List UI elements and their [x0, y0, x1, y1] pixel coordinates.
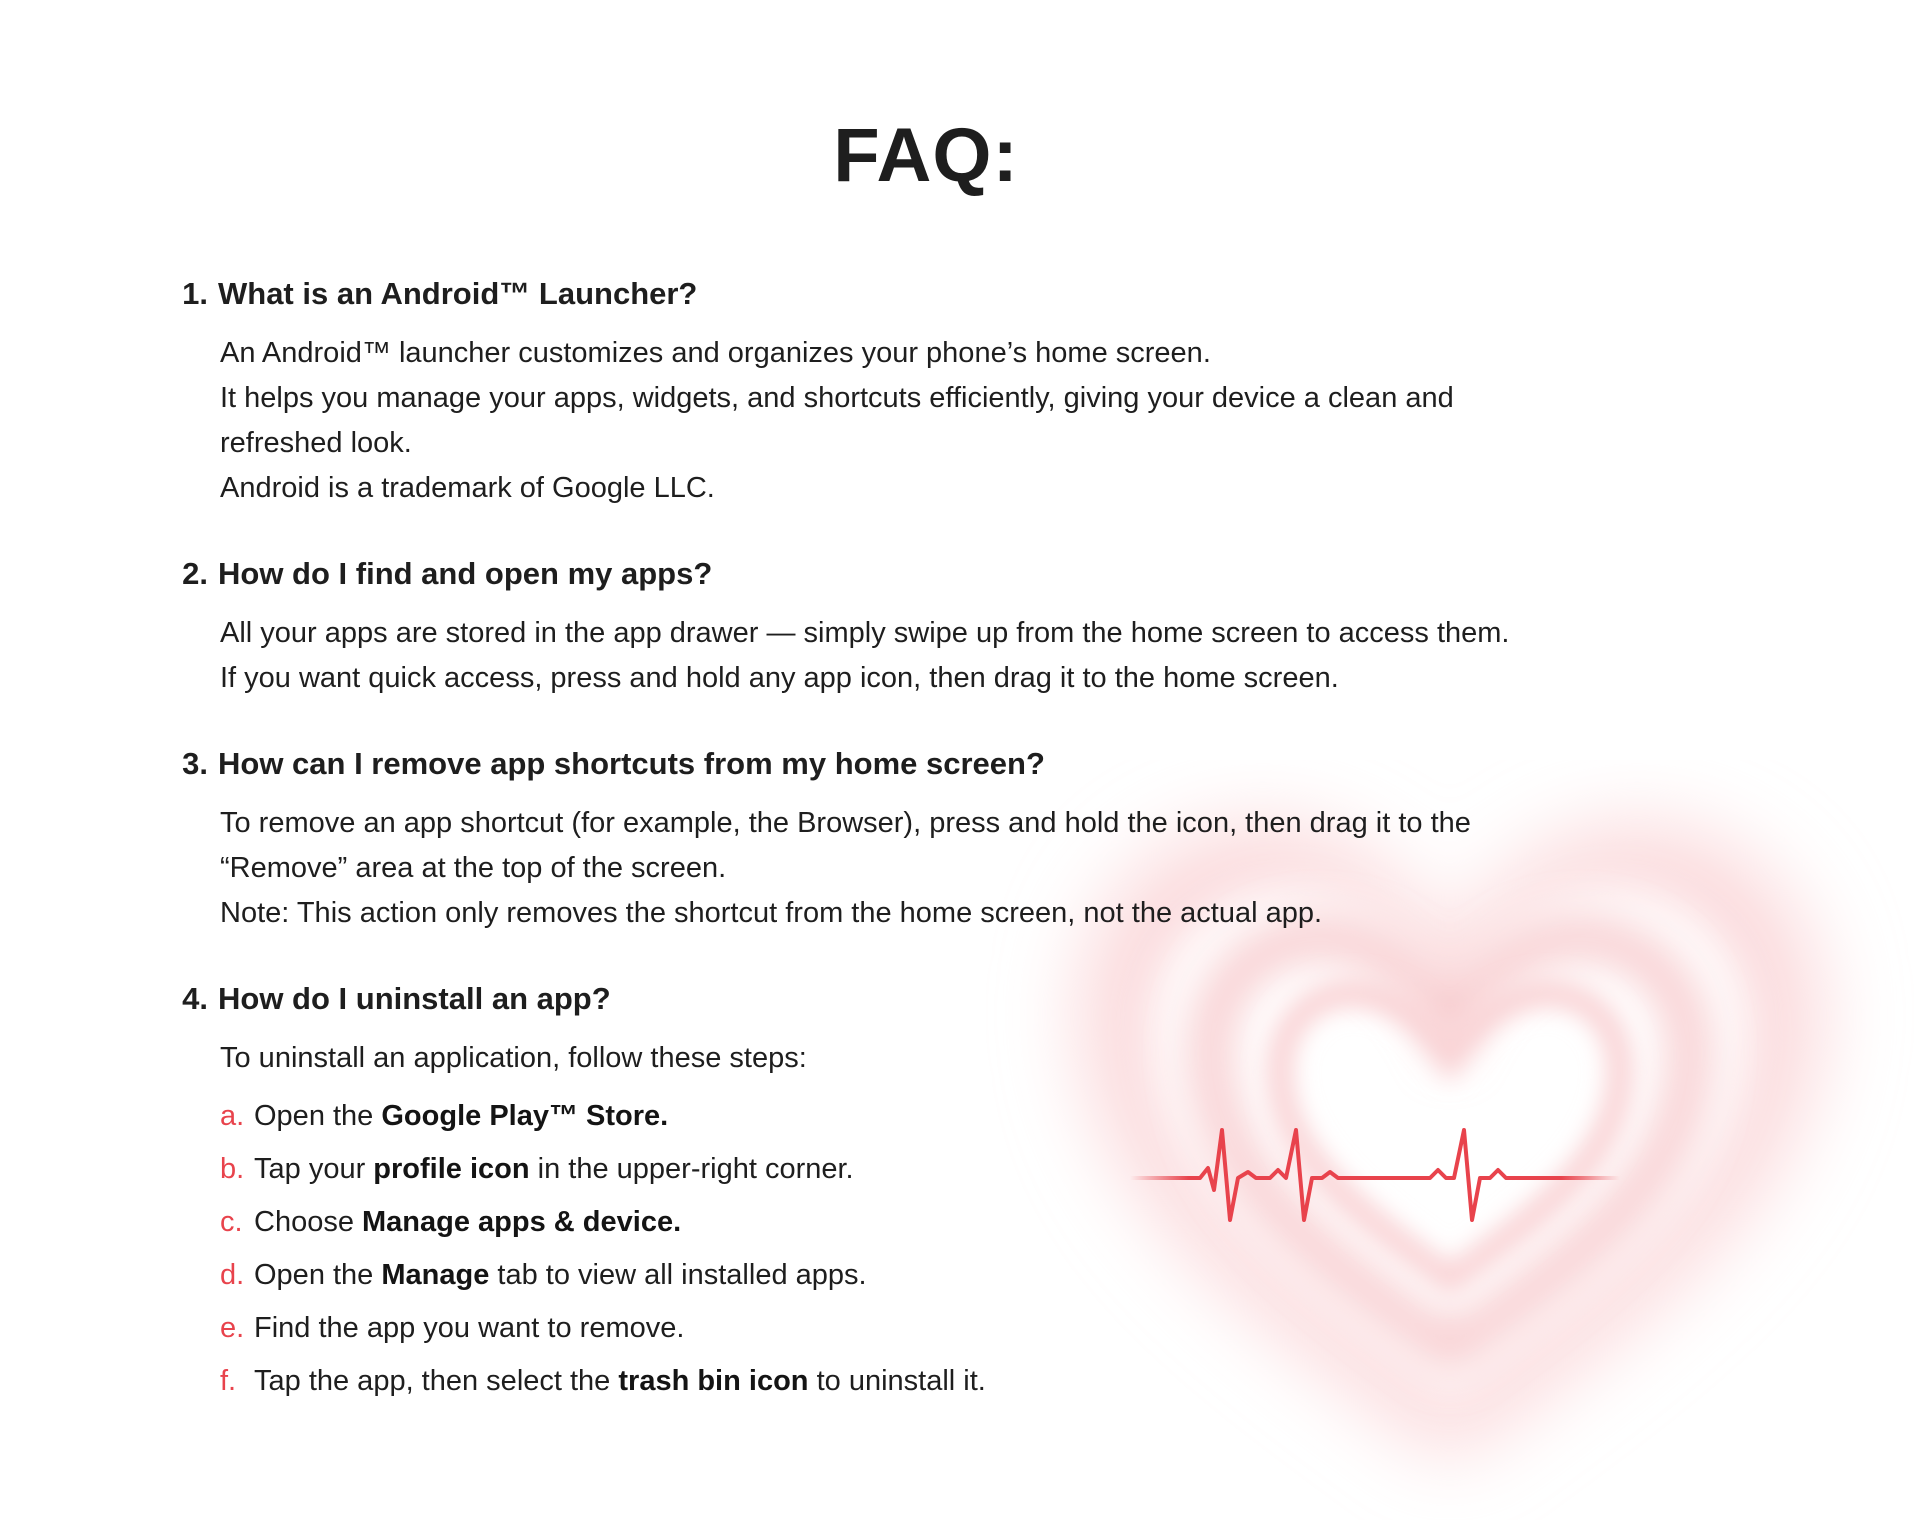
step-text: Open the: [254, 1259, 382, 1291]
step-item: [220, 1143, 986, 1196]
answer-line: An Android™ launcher customizes and organizes your phone’s home screen.: [220, 337, 1211, 369]
answer-line: Android is a trademark of Google LLC.: [220, 472, 715, 504]
faq-answer-4: [220, 1036, 807, 1081]
step-emphasis: Manage apps & device.: [362, 1206, 682, 1238]
step-item: [220, 1196, 986, 1249]
step-letter: d.: [220, 1259, 245, 1291]
heartbeat-line-icon: [1130, 1120, 1620, 1230]
step-text: Choose: [254, 1206, 363, 1238]
step-letter: c.: [220, 1206, 243, 1238]
question-text: What is an Android™ Launcher?: [218, 276, 698, 311]
answer-line: Note: This action only removes the shortcut from the home screen, not the actual app.: [220, 897, 1323, 929]
step-letter: e.: [220, 1312, 245, 1344]
step-text: Tap your: [254, 1153, 374, 1185]
question-text: How do I uninstall an app?: [218, 981, 611, 1016]
answer-line: To uninstall an application, follow these steps:: [220, 1042, 807, 1074]
faq-question-4: [168, 981, 611, 1017]
step-text-after: in the upper-right corner.: [529, 1153, 854, 1185]
step-item: [220, 1090, 986, 1143]
question-number: 4.: [182, 981, 208, 1016]
step-emphasis: Manage: [381, 1259, 490, 1291]
step-emphasis: profile icon: [373, 1153, 530, 1185]
step-text: Find the app you want to remove.: [254, 1312, 685, 1344]
faq-answer-3: [220, 801, 1471, 936]
step-letter: b.: [220, 1153, 245, 1185]
step-emphasis: trash bin icon: [618, 1365, 809, 1397]
answer-line: If you want quick access, press and hold any app icon, then drag it to the home screen.: [220, 662, 1339, 694]
step-text: Tap the app, then select the: [254, 1365, 619, 1397]
page-title: FAQ:: [833, 113, 1019, 198]
step-text-after: to uninstall it.: [808, 1365, 986, 1397]
question-number: 3.: [182, 746, 208, 781]
faq-answer-2: [220, 611, 1509, 701]
question-number: 2.: [182, 556, 208, 591]
step-item: [220, 1355, 986, 1408]
uninstall-steps-list: [220, 1090, 986, 1408]
faq-answer-1: [220, 331, 1454, 511]
step-letter: a.: [220, 1100, 245, 1132]
step-text-after: tab to view all installed apps.: [489, 1259, 867, 1291]
faq-question-3: [168, 746, 1045, 782]
question-text: How do I find and open my apps?: [218, 556, 713, 591]
question-text: How can I remove app shortcuts from my home screen?: [218, 746, 1045, 781]
answer-line: refreshed look.: [220, 427, 412, 459]
step-letter: f.: [220, 1365, 237, 1397]
step-item: [220, 1302, 986, 1355]
faq-question-2: [168, 556, 712, 592]
answer-line: “Remove” area at the top of the screen.: [220, 852, 727, 884]
answer-line: All your apps are stored in the app drawer — simply swipe up from the home screen to access them.: [220, 617, 1510, 649]
step-text: Open the: [254, 1100, 382, 1132]
answer-line: It helps you manage your apps, widgets, and shortcuts efficiently, giving your device a clean and: [220, 382, 1454, 414]
faq-question-1: [168, 276, 697, 312]
question-number: 1.: [182, 276, 208, 311]
answer-line: To remove an app shortcut (for example, the Browser), press and hold the icon, then drag it to the: [220, 807, 1471, 839]
step-emphasis: Google Play™ Store.: [381, 1100, 669, 1132]
step-item: [220, 1249, 986, 1302]
